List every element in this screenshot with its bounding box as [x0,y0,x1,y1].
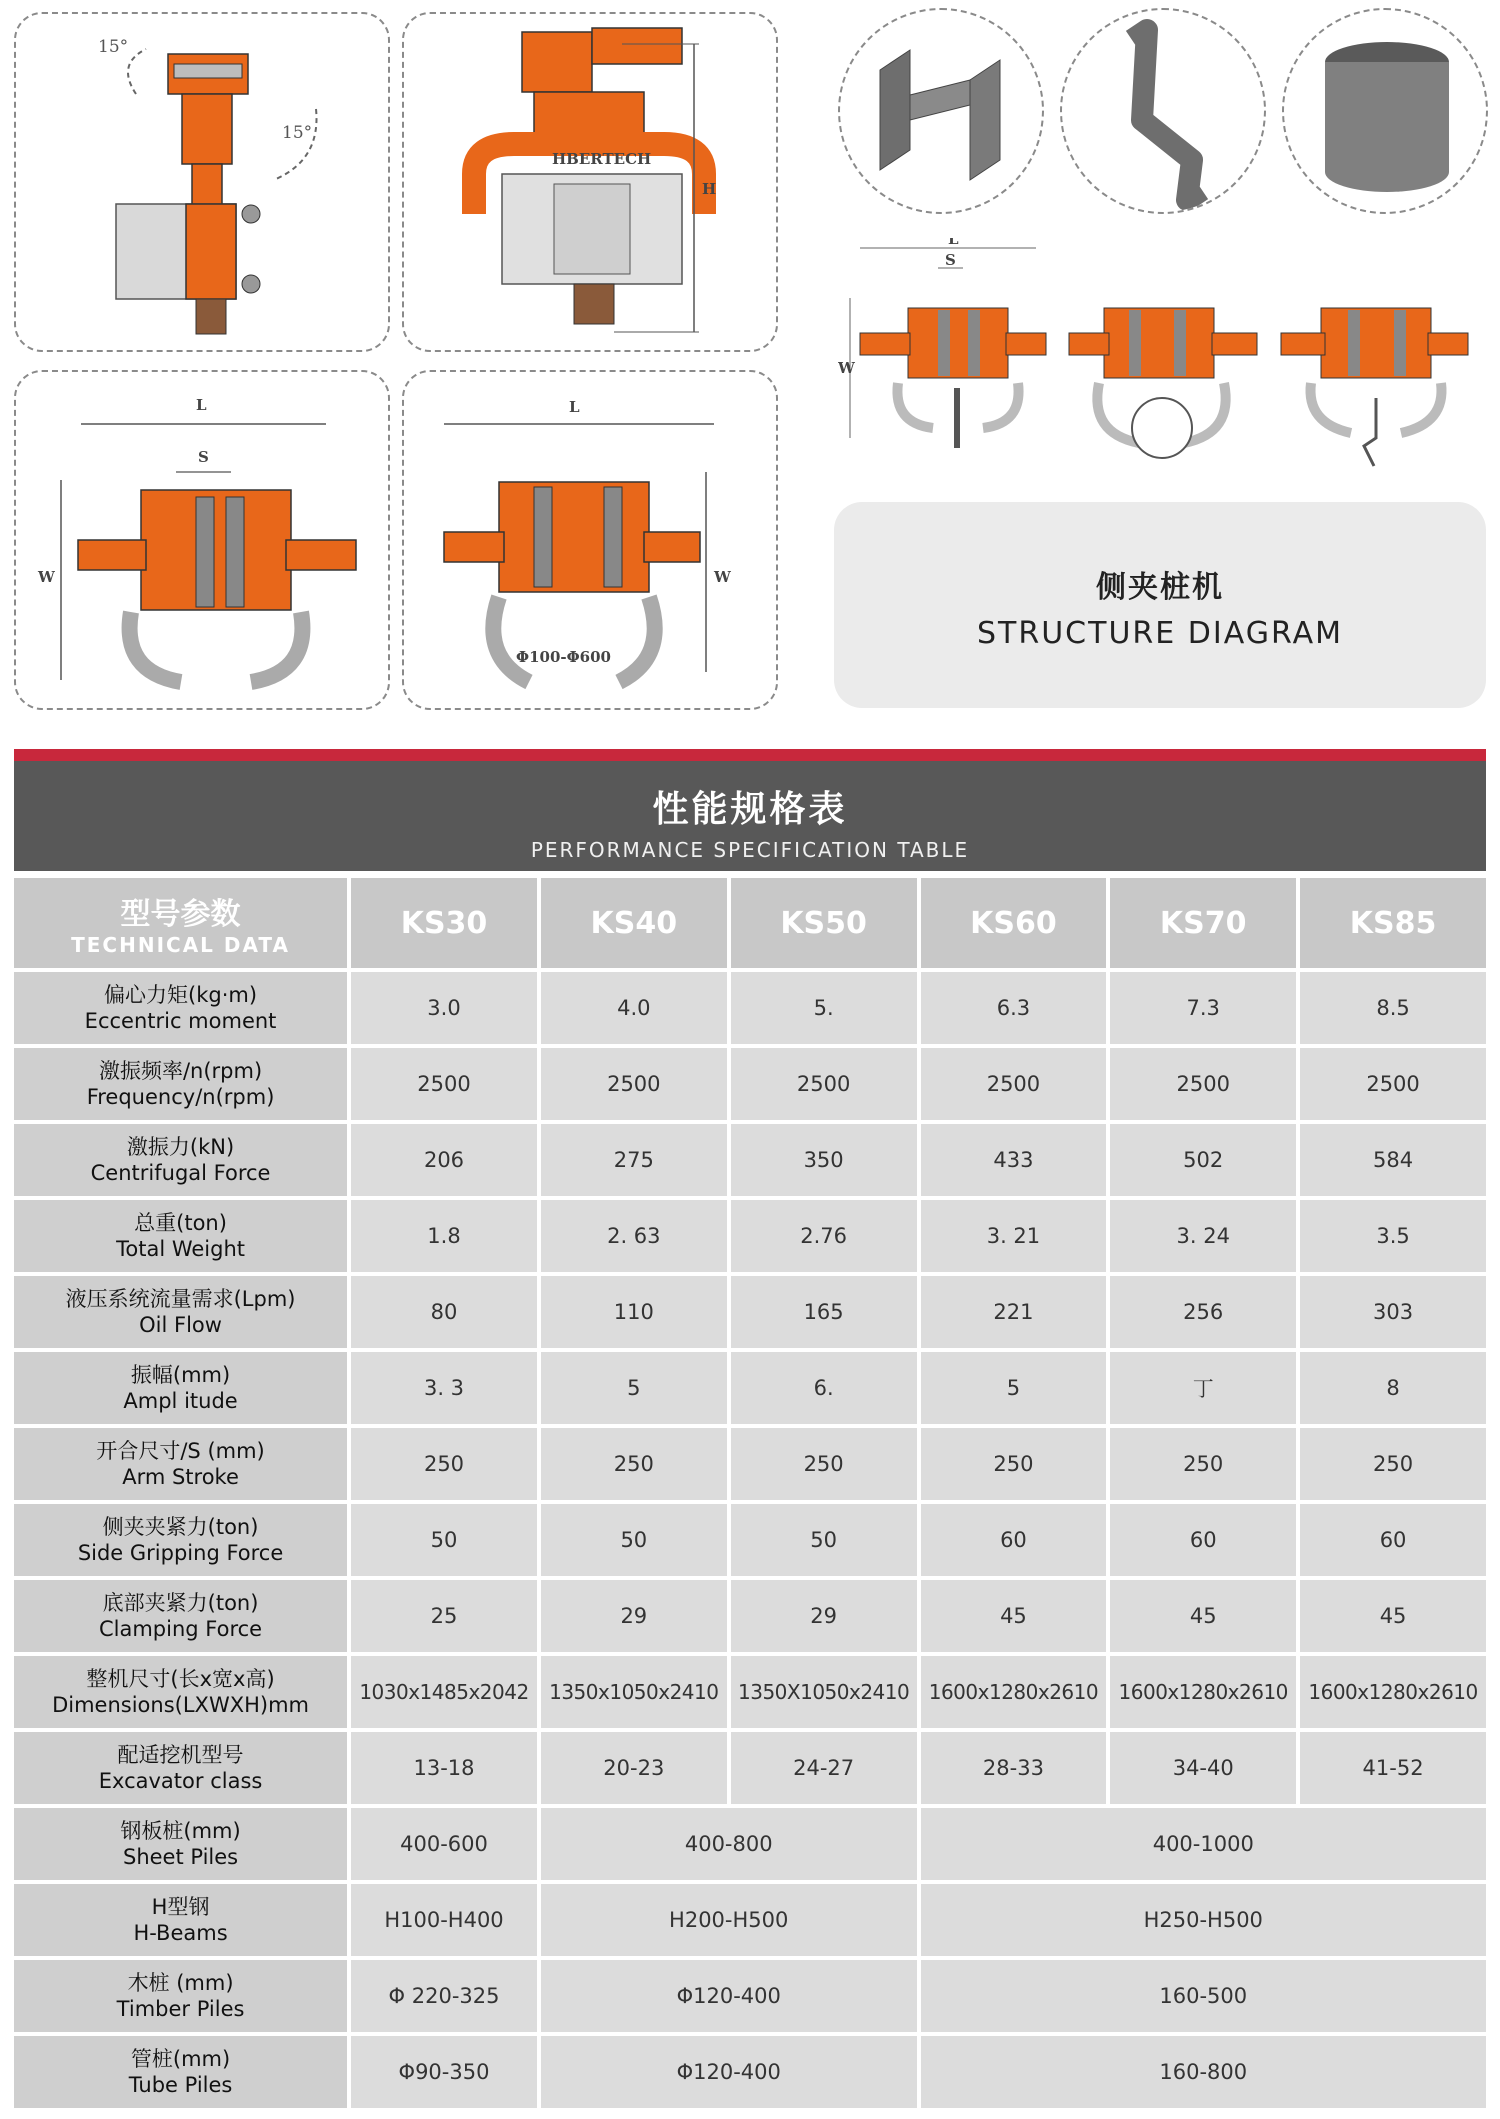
row-label-cn: 钢板桩(mm) [120,1819,241,1843]
rotation-drawing [16,14,390,352]
value-cell: Φ90-350 [351,2036,537,2108]
value-cell: 24-27 [731,1732,917,1804]
row-label [14,1276,347,1348]
value-cell: 50 [541,1504,727,1576]
tube-pile-icon [1284,10,1488,214]
stroke-label: S [198,448,209,466]
value-cell: 4.0 [541,972,727,1044]
row-label-cn: 侧夹夹紧力(ton) [102,1515,259,1539]
value-cell: 165 [731,1276,917,1348]
diagram-top-view-dimensions [14,370,390,710]
side-clamp-diagram-tube [1064,288,1264,468]
table-row [14,1276,1486,1348]
row-label-cn: H型钢 [151,1895,210,1919]
row-label-cn: 配适挖机型号 [117,1743,244,1767]
table-title-band [14,761,1486,871]
value-cell: 1350X1050x2410 [731,1656,917,1728]
value-cell: 8 [1300,1352,1486,1424]
value-cell: 1350x1050x2410 [541,1656,727,1728]
value-cell: 3.0 [351,972,537,1044]
model-header: KS60 [921,878,1107,968]
row-label [14,1884,347,1956]
table-header-row [14,878,1486,968]
value-cell: 1030x1485x2042 [351,1656,537,1728]
table-row [14,1580,1486,1652]
value-cell: 3. 21 [921,1200,1107,1272]
corner-header [14,878,347,968]
row-label [14,1960,347,2032]
length-label-2: L [569,398,580,416]
value-cell: 34-40 [1110,1732,1296,1804]
value-cell: H100-H400 [351,1884,537,1956]
value-cell: 13-18 [351,1732,537,1804]
row-label [14,1504,347,1576]
row-label-en: Centrifugal Force [90,1161,271,1185]
row-label-cn: 开合尺寸/S (mm) [96,1439,265,1463]
structure-title-box [834,502,1486,708]
value-cell: 350 [731,1124,917,1196]
table-row [14,972,1486,1044]
side-width-label: W [838,359,855,377]
value-cell: Φ 220-325 [351,1960,537,2032]
row-label [14,1428,347,1500]
spec-table-body [14,972,1486,2108]
row-label-cn: 管桩(mm) [130,2047,231,2071]
model-header: KS70 [1110,878,1296,968]
value-cell: 50 [351,1504,537,1576]
table-row [14,1732,1486,1804]
value-cell: 221 [921,1276,1107,1348]
top-dim-drawing [16,372,390,710]
row-label-en: Clamping Force [98,1617,263,1641]
table-row [14,2036,1486,2108]
row-label-cn: 整机尺寸(长x宽x高) [86,1667,275,1691]
value-cell: 2500 [1300,1048,1486,1120]
row-label-en: Timber Piles [116,1997,245,2021]
row-label-cn: 液压系统流量需求(Lpm) [65,1287,296,1311]
value-cell: 8.5 [1300,972,1486,1044]
value-cell: 29 [731,1580,917,1652]
row-label-cn: 木桩 (mm) [127,1971,234,1995]
row-label-en: Ampl itude [123,1389,238,1413]
value-cell: 584 [1300,1124,1486,1196]
diagram-front-view-height [402,12,778,352]
value-cell: 6.3 [921,972,1107,1044]
row-label [14,2036,347,2108]
value-cell: 1600x1280x2610 [1300,1656,1486,1728]
row-label-cn: 振幅(mm) [130,1363,231,1387]
model-header: KS50 [731,878,917,968]
row-label-en: Excavator class [98,1769,263,1793]
value-cell-merged: 160-500 [921,1960,1486,2032]
table-row [14,1352,1486,1424]
tube-pile-illustration [1282,8,1488,214]
value-cell: 2. 63 [541,1200,727,1272]
value-cell: 5 [541,1352,727,1424]
corner-header-cn: 型号参数 [120,897,241,932]
row-label-en: Eccentric moment [84,1009,277,1033]
corner-header-en: TECHNICAL DATA [71,933,290,957]
row-label-cn: 偏心力矩(kg·m) [104,983,258,1007]
value-cell: 250 [351,1428,537,1500]
value-cell: 2500 [351,1048,537,1120]
value-cell: 25 [351,1580,537,1652]
side-clamp-diagram-sheet [1276,288,1476,468]
row-label-cn: 激振力(kN) [126,1135,235,1159]
row-label-en: Sheet Piles [122,1845,239,1869]
value-cell-merged: 400-1000 [921,1808,1486,1880]
value-cell: 275 [541,1124,727,1196]
table-row [14,1504,1486,1576]
side-clamp-drawing-1 [838,238,1058,468]
model-header: KS85 [1300,878,1486,968]
value-cell: 206 [351,1124,537,1196]
value-cell-merged: Φ120-400 [541,2036,917,2108]
side-clamp-diagram-hbeam [838,238,1058,468]
table-row [14,1124,1486,1196]
value-cell: 2500 [731,1048,917,1120]
value-cell: 1600x1280x2610 [1110,1656,1296,1728]
angle-left-label: 15° [98,37,129,57]
hbeam-icon [840,10,1044,214]
table-row [14,1808,1486,1880]
diagram-tube-clamp-view [402,370,778,710]
model-header: KS40 [541,878,727,968]
row-label [14,1048,347,1120]
spec-table [10,874,1490,2112]
value-cell: 5. [731,972,917,1044]
value-cell: 60 [1300,1504,1486,1576]
value-cell: 1.8 [351,1200,537,1272]
row-label [14,1656,347,1728]
value-cell: 45 [921,1580,1107,1652]
row-label-en: Dimensions(LXWXH)mm [52,1693,309,1717]
row-label-en: Arm Stroke [122,1465,239,1489]
row-label [14,1732,347,1804]
value-cell: 1600x1280x2610 [921,1656,1107,1728]
row-label [14,1580,347,1652]
brand-label: HBERTECH [552,150,652,168]
table-row [14,1656,1486,1728]
table-title-cn: 性能规格表 [652,789,848,830]
value-cell: 2500 [921,1048,1107,1120]
value-cell: 250 [731,1428,917,1500]
table-row [14,1884,1486,1956]
row-label [14,1124,347,1196]
table-row [14,1428,1486,1500]
accent-bar [14,749,1486,761]
value-cell: 250 [1300,1428,1486,1500]
value-cell: 50 [731,1504,917,1576]
value-cell-merged: H200-H500 [541,1884,917,1956]
value-cell: 60 [921,1504,1107,1576]
structure-title-en: STRUCTURE DIAGRAM [977,616,1343,651]
width-label-2: W [714,568,731,586]
front-height-drawing [404,14,778,352]
value-cell: 28-33 [921,1732,1107,1804]
value-cell: 45 [1300,1580,1486,1652]
value-cell: 3.5 [1300,1200,1486,1272]
value-cell: 3. 24 [1110,1200,1296,1272]
row-label-en: Oil Flow [139,1313,222,1337]
row-label-en: Total Weight [116,1237,245,1261]
value-cell: 2.76 [731,1200,917,1272]
model-header: KS30 [351,878,537,968]
sheet-pile-icon [1062,10,1266,214]
row-label-cn: 总重(ton) [134,1211,227,1235]
value-cell: 丁 [1110,1352,1296,1424]
table-row [14,1960,1486,2032]
value-cell: 2500 [541,1048,727,1120]
value-cell-merged: H250-H500 [921,1884,1486,1956]
value-cell: 433 [921,1124,1107,1196]
value-cell: 256 [1110,1276,1296,1348]
value-cell: 7.3 [1110,972,1296,1044]
side-length-label: L [948,238,959,248]
tube-range-label: Φ100-Φ600 [516,648,611,666]
side-clamp-drawing-3 [1276,288,1476,468]
row-label-cn: 底部夹紧力(ton) [102,1591,259,1615]
angle-right-label: 15° [282,123,313,143]
value-cell: 5 [921,1352,1107,1424]
value-cell-merged: Φ120-400 [541,1960,917,2032]
value-cell: 3. 3 [351,1352,537,1424]
sheet-pile-illustration [1060,8,1266,214]
row-label-cn: 激振频率/n(rpm) [98,1059,263,1083]
table-row [14,1200,1486,1272]
table-row [14,1048,1486,1120]
row-label-en: H-Beams [133,1921,228,1945]
value-cell: 303 [1300,1276,1486,1348]
value-cell: 502 [1110,1124,1296,1196]
width-label: W [38,568,55,586]
value-cell: 250 [1110,1428,1296,1500]
length-label: L [196,396,207,414]
row-label [14,1808,347,1880]
value-cell: 29 [541,1580,727,1652]
value-cell-merged: 160-800 [921,2036,1486,2108]
value-cell: 110 [541,1276,727,1348]
row-label [14,972,347,1044]
value-cell-merged: 400-800 [541,1808,917,1880]
value-cell: 6. [731,1352,917,1424]
diagram-rotation-view [14,12,390,352]
side-stroke-label: S [945,251,956,269]
row-label [14,1352,347,1424]
row-label-en: Tube Piles [128,2073,233,2097]
row-label-en: Frequency/n(rpm) [86,1085,275,1109]
value-cell: 250 [541,1428,727,1500]
value-cell: 80 [351,1276,537,1348]
structure-title-cn: 侧夹桩机 [1096,570,1224,605]
value-cell: 2500 [1110,1048,1296,1120]
value-cell: 45 [1110,1580,1296,1652]
table-title-en: PERFORMANCE SPECIFICATION TABLE [530,838,970,862]
value-cell: 41-52 [1300,1732,1486,1804]
hbeam-pile-illustration [838,8,1044,214]
value-cell: 20-23 [541,1732,727,1804]
side-clamp-drawing-2 [1064,288,1264,468]
value-cell: 250 [921,1428,1107,1500]
row-label [14,1200,347,1272]
height-label: H [702,180,717,198]
row-label-en: Side Gripping Force [77,1541,284,1565]
value-cell: 400-600 [351,1808,537,1880]
value-cell: 60 [1110,1504,1296,1576]
tube-clamp-drawing [404,372,778,710]
